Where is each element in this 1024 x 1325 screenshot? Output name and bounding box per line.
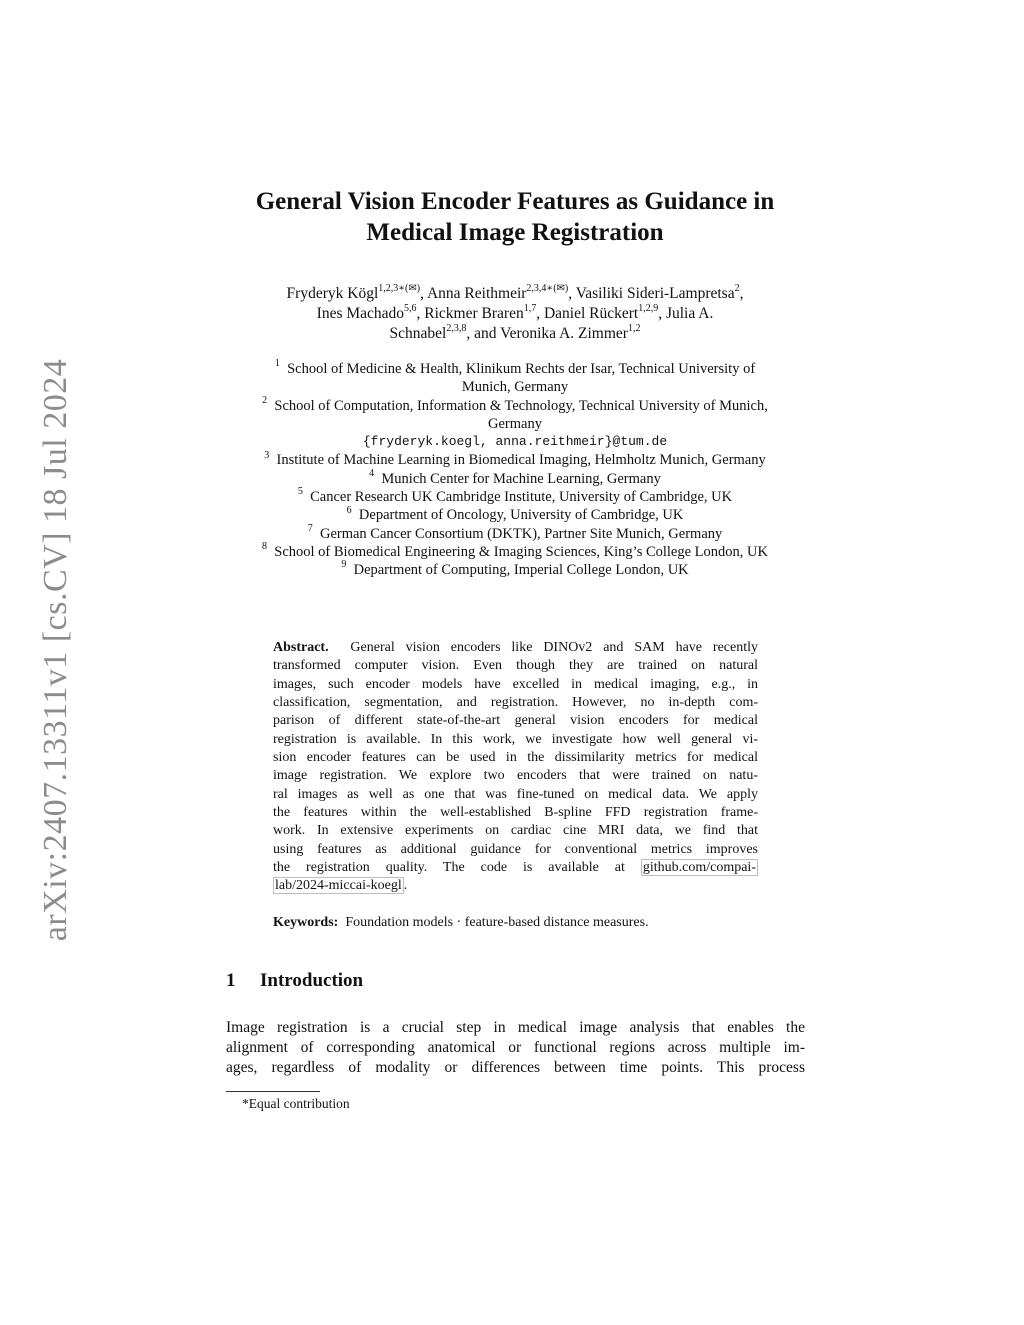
abstract-heading: Abstract. — [273, 640, 329, 655]
affiliation-number: 7 — [307, 522, 313, 534]
author-affil-marker: 1,7 — [523, 302, 537, 314]
paper-title — [215, 186, 815, 248]
abstract-text: General vision encoders like DINOv2 and SAM have recently — [350, 640, 758, 655]
arxiv-identifier: arXiv:2407.13311v1 [cs.CV] 18 Jul 2024 — [37, 358, 74, 942]
abstract-line: sion encoder features can be used in the dissimilarity metrics for medical — [273, 750, 758, 766]
abstract-line — [273, 859, 758, 877]
title-line-1: General Vision Encoder Features as Guidance in — [255, 188, 775, 215]
abstract-line: image registration. We explore two encoders that were trained on natu- — [273, 768, 758, 784]
affiliation-7 — [200, 522, 830, 543]
affiliation-1-cont: Munich, Germany — [461, 379, 569, 396]
author-affil-marker: 1,2,3∗(✉) — [378, 282, 421, 294]
author-list — [215, 284, 815, 344]
author-name: Schnabel — [389, 325, 447, 342]
author-name: , and Veronika A. Zimmer — [466, 325, 628, 342]
abstract-line — [273, 639, 758, 657]
abstract — [273, 639, 758, 896]
affiliation-3 — [200, 451, 830, 469]
author-name: , Rickmer Braren — [416, 305, 524, 322]
intro-line: Image registration is a crucial step in medical image analysis that enables the — [226, 1019, 805, 1036]
affiliation-number: 5 — [297, 486, 303, 498]
affiliation-number: 9 — [341, 559, 347, 571]
title-line-2: Medical Image Registration — [366, 219, 664, 246]
author-affil-marker: 1,2 — [627, 322, 641, 334]
footnote-rule — [226, 1091, 320, 1092]
abstract-line: images, such encoder models have excelled in medical imaging, e.g., in — [273, 676, 758, 692]
section-heading — [226, 970, 363, 992]
author-separator: , — [739, 285, 744, 302]
section-number: 1 — [226, 970, 236, 991]
abstract-line: work. In extensive experiments on cardiac cine MRI data, we find that — [273, 823, 758, 839]
abstract-line — [273, 877, 758, 895]
abstract-line: transformed computer vision. Even though they are trained on natural — [273, 658, 758, 674]
author-affil-marker: 2,3,8 — [446, 322, 467, 334]
affiliation-8 — [200, 543, 830, 561]
affiliation-list — [200, 360, 830, 580]
abstract-line: classification, segmentation, and registration. However, no in-depth com- — [273, 695, 758, 711]
affiliation-text: School of Biomedical Engineering & Imaging Sciences, King’s College London, UK — [274, 543, 768, 560]
affiliation-5 — [200, 488, 830, 506]
affiliation-number: 1 — [274, 358, 280, 370]
abstract-line: ral images as well as one that was fine-tuned on medical data. We apply — [273, 786, 758, 802]
intro-line: alignment of corresponding anatomical or functional regions across multiple im- — [226, 1039, 805, 1057]
abstract-line: registration is available. In this work, we investigate how well general vi- — [273, 731, 758, 747]
author-line-2 — [215, 304, 815, 324]
section-title: Introduction — [260, 970, 364, 991]
affiliation-text: Department of Computing, Imperial College London, UK — [353, 562, 689, 579]
author-affil-marker: 2,3,4∗(✉) — [526, 282, 569, 294]
contact-emails: {fryderyk.koegl, anna.reithmeir}@tum.de — [362, 434, 668, 450]
intro-line: ages, regardless of modality or differences between time points. This process — [226, 1059, 805, 1077]
author-name: , Julia A. — [658, 305, 714, 322]
code-repository-link-cont[interactable]: lab/2024-miccai-koegl — [275, 878, 402, 894]
affiliation-number: 3 — [264, 449, 270, 461]
abstract-line: using features as additional guidance for conventional metrics improves — [273, 841, 758, 857]
author-line-1 — [215, 284, 815, 304]
affiliation-text: Department of Oncology, University of Cambridge, UK — [358, 507, 684, 524]
affiliation-number: 6 — [346, 504, 352, 516]
affiliation-4 — [200, 467, 830, 488]
affiliation-number: 4 — [369, 467, 375, 479]
affiliation-1 — [200, 360, 830, 378]
affiliation-text: Institute of Machine Learning in Biomedical Imaging, Helmholtz Munich, Germany — [276, 452, 766, 469]
abstract-line: the features within the well-established B-spline FFD registration frame- — [273, 805, 758, 821]
affiliation-9 — [200, 561, 830, 579]
abstract-text: the registration quality. The code is available at — [273, 860, 625, 876]
keywords-text: Foundation models · feature-based distance measures. — [345, 915, 649, 930]
author-name: , Vasiliki Sideri-Lampretsa — [568, 285, 735, 302]
footnote: *Equal contribution — [242, 1096, 350, 1111]
author-affil-marker: 1,2,9 — [638, 302, 659, 314]
affiliation-text: Cancer Research UK Cambridge Institute, University of Cambridge, UK — [310, 489, 733, 506]
intro-paragraph — [226, 1018, 805, 1079]
affiliation-2-cont: Germany — [488, 415, 542, 432]
keywords — [273, 914, 758, 932]
author-name: Fryderyk Kögl — [286, 285, 379, 302]
author-affil-marker: 5,6 — [404, 302, 417, 314]
affiliation-2 — [200, 394, 830, 415]
affiliation-text: School of Medicine & Health, Klinikum Rechts der Isar, Technical University of — [287, 361, 756, 377]
abstract-end-punct: . — [403, 878, 408, 894]
author-name: , Anna Reithmeir — [420, 285, 527, 302]
author-name: , Daniel Rückert — [536, 305, 639, 322]
affiliation-number: 2 — [262, 394, 268, 406]
author-name: Ines Machado — [316, 305, 405, 322]
affiliation-text: School of Computation, Information & Technology, Technical University of Munich, — [274, 397, 768, 414]
affiliation-number: 8 — [262, 541, 268, 553]
keywords-label: Keywords: — [273, 915, 339, 930]
abstract-line: parison of different state-of-the-art general vision encoders for medical — [273, 713, 758, 729]
affiliation-text: German Cancer Consortium (DKTK), Partner Site Munich, Germany — [319, 525, 723, 542]
affiliation-6 — [200, 506, 830, 524]
author-line-3 — [215, 324, 815, 344]
code-repository-link[interactable]: github.com/compai- — [642, 860, 756, 876]
affiliation-text: Munich Center for Machine Learning, Germany — [381, 470, 661, 487]
author-affil-marker: 2 — [734, 282, 740, 294]
